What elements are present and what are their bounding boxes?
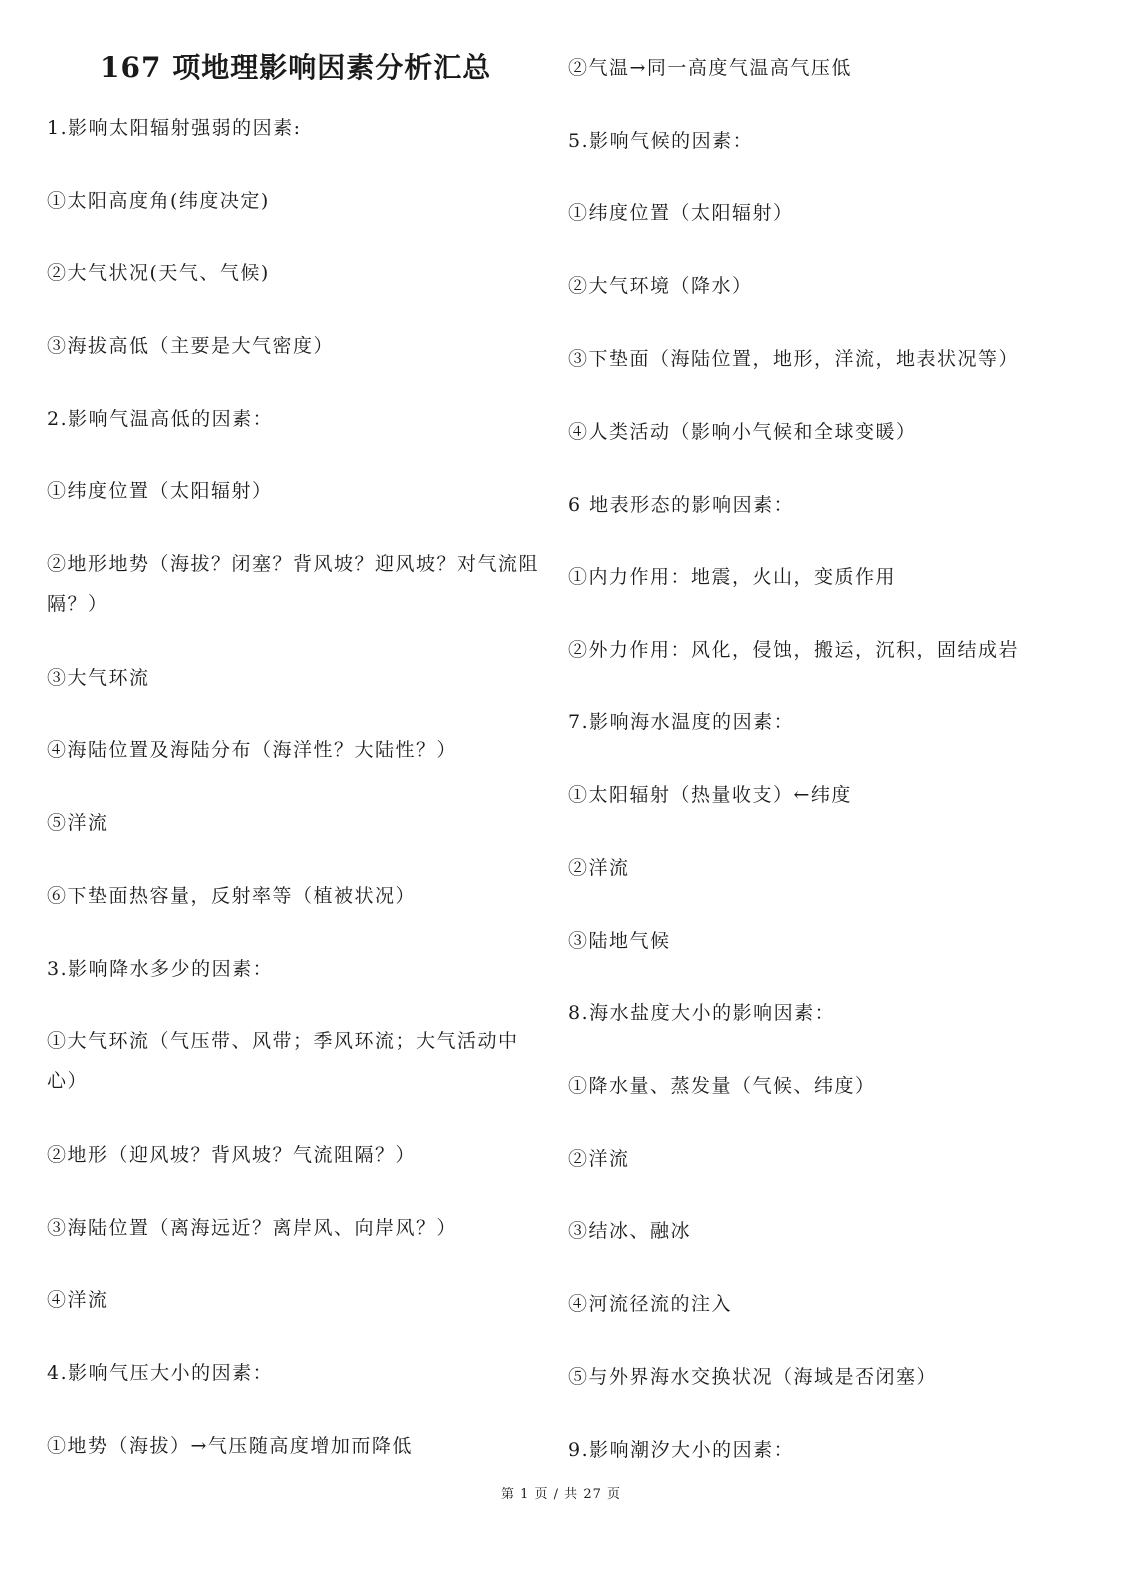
list-item: ③结冰、融冰 — [568, 1220, 692, 1242]
list-item: ①纬度位置（太阳辐射） — [47, 480, 273, 502]
list-item: ②洋流 — [568, 857, 630, 879]
section-heading: 1.影响太阳辐射强弱的因素: — [47, 117, 302, 139]
list-item: ②洋流 — [568, 1148, 630, 1170]
list-item: ④海陆位置及海陆分布（海洋性？大陆性？） — [47, 739, 458, 761]
list-item: ③海拔高低（主要是大气密度） — [47, 335, 335, 357]
section-heading: 2.影响气温高低的因素： — [47, 408, 274, 430]
page-footer: 第 1 页 / 共 27 页 — [501, 1487, 621, 1502]
section-heading: 3.影响降水多少的因素： — [47, 958, 274, 980]
section-heading: 9.影响潮汐大小的因素： — [568, 1439, 795, 1461]
list-item: ③陆地气候 — [568, 930, 671, 952]
section-heading: 4.影响气压大小的因素： — [47, 1362, 274, 1384]
list-item: ④河流径流的注入 — [568, 1293, 733, 1315]
section-heading: 6 地表形态的影响因素： — [568, 494, 795, 516]
list-item: ①内力作用：地震，火山，变质作用 — [568, 566, 897, 588]
page-title: 167 项地理影响因素分析汇总 — [100, 51, 492, 84]
section-heading: 5.影响气候的因素： — [568, 130, 754, 152]
list-item: ④人类活动（影响小气候和全球变暖） — [568, 421, 917, 443]
list-item: ⑤与外界海水交换状况（海域是否闭塞） — [568, 1366, 938, 1388]
section-heading: 8.海水盐度大小的影响因素： — [568, 1002, 836, 1024]
list-item: ①太阳辐射（热量收支）←纬度 — [568, 784, 852, 806]
list-item: ②大气环境（降水） — [568, 275, 753, 297]
list-item: ①降水量、蒸发量（气候、纬度） — [568, 1075, 876, 1097]
list-item: ③海陆位置（离海远近？离岸风、向岸风？） — [47, 1217, 458, 1239]
list-item: ③大气环流 — [47, 667, 150, 689]
list-item: ②地形地势（海拔？闭塞？背风坡？迎风坡？对气流阻隔？） — [47, 553, 540, 615]
list-item: ②地形（迎风坡？背风坡？气流阻隔？） — [47, 1144, 417, 1166]
section-heading: 7.影响海水温度的因素： — [568, 711, 795, 733]
list-item: ⑥下垫面热容量，反射率等（植被状况） — [47, 885, 417, 907]
list-item: ②大气状况(天气、气候) — [47, 262, 270, 284]
list-item: ⑤洋流 — [47, 812, 109, 834]
list-item: ②气温→同一高度气温高气压低 — [568, 57, 852, 79]
list-item: ②外力作用：风化，侵蚀，搬运，沉积，固结成岩 — [568, 639, 1020, 661]
list-item: ①纬度位置（太阳辐射） — [568, 202, 794, 224]
list-item: ③下垫面（海陆位置，地形，洋流，地表状况等） — [568, 348, 1020, 370]
list-item: ①太阳高度角(纬度决定) — [47, 190, 270, 212]
list-item: ①大气环流（气压带、风带；季风环流；大气活动中心） — [47, 1030, 519, 1092]
list-item: ④洋流 — [47, 1289, 109, 1311]
list-item: ①地势（海拔）→气压随高度增加而降低 — [47, 1435, 413, 1457]
